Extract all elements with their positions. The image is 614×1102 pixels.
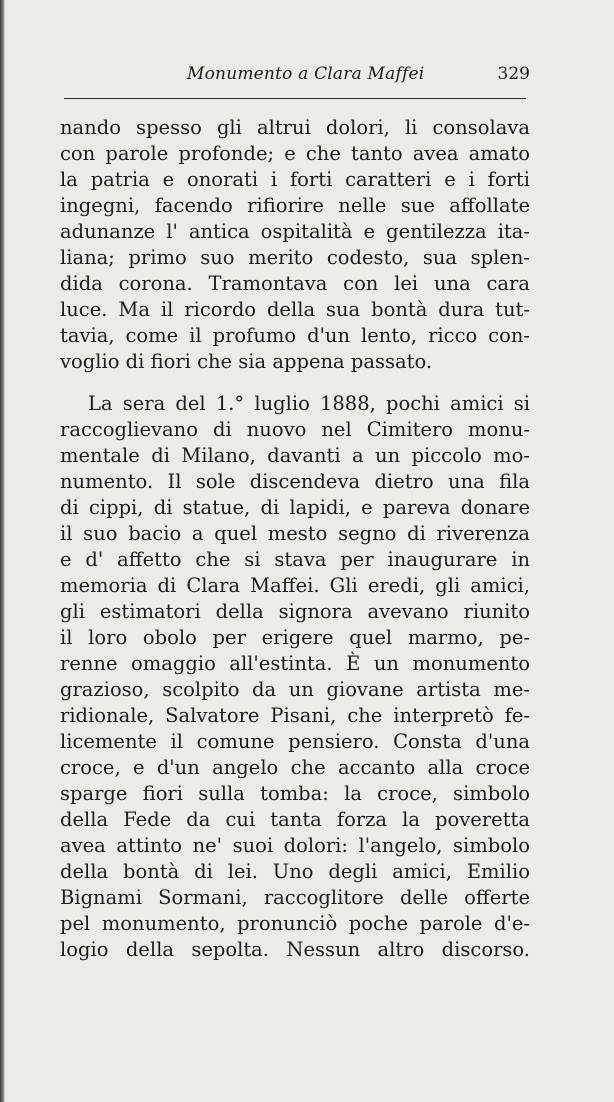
text-line: logio della sepolta. Nessun altro discorso. — [60, 938, 530, 961]
text-line: della Fede da cui tanta forza la poveretta — [60, 808, 530, 831]
text-line: nando spesso gli altrui dolori, li consolava — [60, 116, 530, 139]
text-line: mentale di Milano, davanti a un piccolo mo- — [60, 444, 530, 467]
text-line: numento. Il sole discendeva dietro una fila — [60, 470, 530, 493]
text-line: ingegni, facendo rifiorire nelle sue affollate — [60, 194, 530, 217]
text-line: il suo bacio a quel mesto segno di riverenza — [60, 522, 530, 545]
text-line: pel monumento, pronunciò poche parole d'e- — [60, 912, 530, 935]
text-line: tavia, come il profumo d'un lento, ricco con- — [60, 324, 530, 347]
text-line: Bignami Sormani, raccoglitore delle offerte — [60, 886, 530, 909]
text-line: raccoglievano di nuovo nel Cimitero monu- — [60, 418, 530, 441]
paragraph-2 — [60, 391, 530, 963]
text-line: La sera del 1.° luglio 1888, pochi amici si — [88, 392, 530, 415]
text-line: con parole profonde; e che tanto avea amato — [60, 142, 530, 165]
text-line: luce. Ma il ricordo della sua bontà dura tut- — [60, 298, 530, 321]
text-line: gli estimatori della signora avevano riunito — [60, 600, 530, 623]
paragraph-1 — [60, 115, 530, 375]
running-head — [60, 60, 530, 88]
text-line: liana; primo suo merito codesto, sua splen- — [60, 246, 530, 269]
text-line: grazioso, scolpito da un giovane artista me- — [60, 678, 530, 701]
text-line: memoria di Clara Maffei. Gli eredi, gli amici, — [60, 574, 530, 597]
text-line: e d' affetto che si stava per inaugurare in — [60, 548, 530, 571]
text-line: ridionale, Salvatore Pisani, che interpretò fe- — [60, 704, 530, 727]
text-line: voglio di fiori che sia appena passato. — [60, 350, 433, 373]
text-line: adunanze l' antica ospitalità e gentilezza ita- — [60, 220, 530, 243]
text-line: avea attinto ne' suoi dolori: l'angelo, simbolo — [60, 834, 530, 857]
text-line: dida corona. Tramontava con lei una cara — [60, 272, 530, 295]
text-line: della bontà di lei. Uno degli amici, Emilio — [60, 860, 530, 883]
text-line: il loro obolo per erigere quel marmo, pe- — [60, 626, 530, 649]
text-line: licemente il comune pensiero. Consta d'una — [60, 730, 530, 753]
running-title: Monumento a Clara Maffei — [187, 64, 425, 84]
text-line: croce, e d'un angelo che accanto alla croce — [60, 756, 530, 779]
text-line: la patria e onorati i forti caratteri e i forti — [60, 168, 530, 191]
text-line: di cippi, di statue, di lapidi, e pareva donare — [60, 496, 530, 519]
text-line: sparge fiori sulla tomba: la croce, simbolo — [60, 782, 530, 805]
header-rule — [64, 98, 526, 99]
page-number: 329 — [497, 64, 530, 84]
text-line: renne omaggio all'estinta. È un monumento — [60, 652, 530, 675]
